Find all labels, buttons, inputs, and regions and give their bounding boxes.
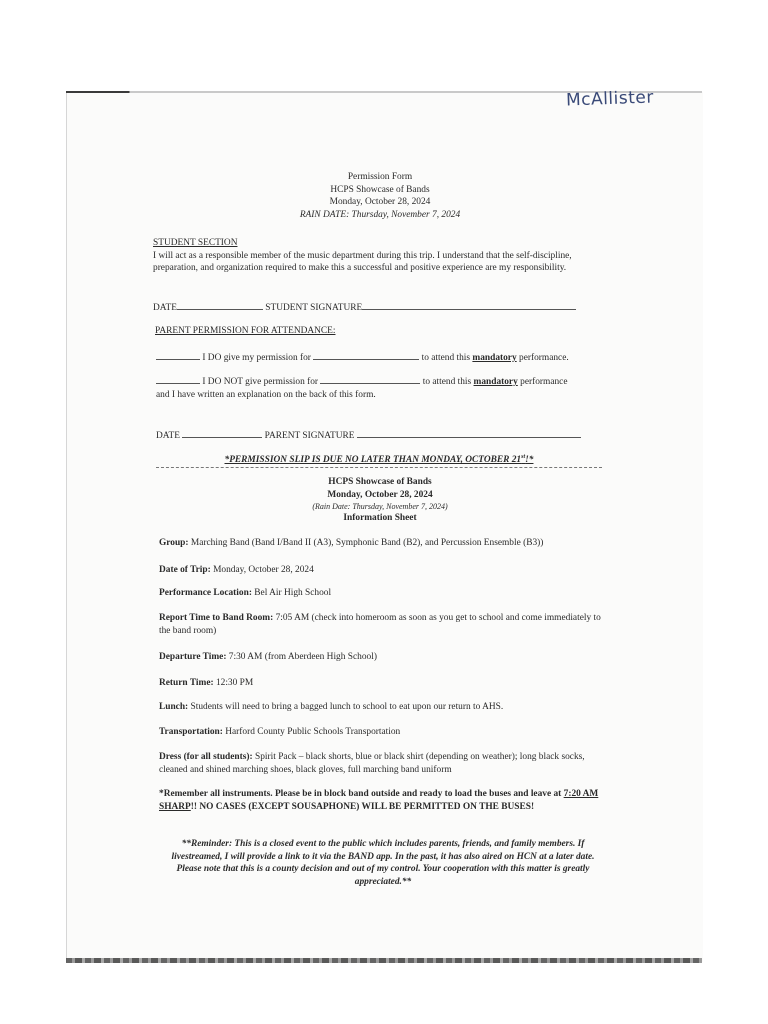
permission-no-block <box>156 374 606 401</box>
report-time-label: Report Time to Band Room: <box>159 613 274 623</box>
info-reminder: **Reminder: This is a closed event to the public which includes parents, friends, and family members. If livestreamed, I will provide a link to it via the BAND app. In the past, it has also aired on HCN at a later date. Please note that this is a county decision and out of my control. Your cooperation with this matter is greatly appreciated.** <box>171 839 595 887</box>
student-signature-line[interactable] <box>362 300 576 310</box>
group-label: Group: <box>159 538 189 548</box>
departure-label: Departure Time: <box>159 652 227 662</box>
remember-time: 7:20 AM SHARP <box>159 789 599 812</box>
info-group <box>159 537 605 550</box>
parent-section-heading: PARENT PERMISSION FOR ATTENDANCE: <box>155 326 336 336</box>
cut-line-divider <box>156 467 602 468</box>
transportation-value: Harford County Public Schools Transportation <box>225 727 401 737</box>
remember-text-a: *Remember all instruments. Please be in block band outside and ready to load the buses and leave at <box>159 789 562 799</box>
info-rain-date: (Rain Date: Thursday, November 7, 2024) <box>312 502 448 511</box>
info-report-time <box>159 612 605 637</box>
permission-no-student-line[interactable] <box>320 374 420 384</box>
parent-signature-row <box>156 428 581 443</box>
lunch-value: Students will need to bring a bagged lunch to school to eat upon our return to AHS. <box>190 702 504 712</box>
parent-signature-line[interactable] <box>357 428 581 438</box>
return-value: 12:30 PM <box>215 678 254 688</box>
document-page <box>66 92 703 962</box>
report-time-value: 7:05 AM (check into homeroom as soon as you get to school and come immediately to the band room) <box>159 613 601 636</box>
return-label: Return Time: <box>159 678 214 688</box>
permission-no-text-2: to attend this <box>422 377 472 387</box>
info-title-1: HCPS Showcase of Bands <box>328 477 432 487</box>
parent-date-line[interactable] <box>182 428 262 438</box>
info-sheet-header <box>230 476 530 525</box>
form-header <box>230 171 530 221</box>
page-bottom-edge <box>66 958 702 963</box>
student-date-label: DATE <box>153 303 177 313</box>
group-value: Marching Band (Band I/Band II (A3), Symphonic Band (B2), and Percussion Ensemble (B3)) <box>190 538 544 548</box>
date-of-trip-label: Date of Trip: <box>159 565 211 575</box>
permission-yes-mandatory: mandatory <box>472 353 517 363</box>
due-notice-sup: st <box>521 454 526 460</box>
due-notice-end: !* <box>525 455 534 466</box>
permission-yes-text: I DO give my permission for <box>202 353 311 363</box>
student-signature-label: STUDENT SIGNATURE <box>265 303 363 313</box>
parent-signature-label: PARENT SIGNATURE <box>264 431 355 441</box>
info-transportation <box>159 726 605 739</box>
info-dress <box>159 751 605 776</box>
location-value: Bel Air High School <box>254 588 332 598</box>
departure-value: 7:30 AM (from Aberdeen High School) <box>228 652 377 662</box>
info-location <box>159 587 605 600</box>
transportation-label: Transportation: <box>159 727 223 737</box>
student-signature-row <box>153 300 576 315</box>
student-section <box>153 237 603 275</box>
student-section-body: I will act as a responsible member of the music department during this trip. I understand that the self-discipline, preparation, and organization required to make this a successful and positive experience are my responsibility. <box>153 250 572 273</box>
permission-no-text: I DO NOT give permission for <box>202 377 319 387</box>
header-line-3: Monday, October 28, 2024 <box>329 197 431 207</box>
student-date-line[interactable] <box>177 300 263 310</box>
permission-yes-text-2: to attend this <box>421 353 471 363</box>
date-of-trip-value: Monday, October 28, 2024 <box>213 565 314 575</box>
permission-no-mandatory: mandatory <box>473 377 518 387</box>
info-date <box>159 564 605 577</box>
remember-text-b: !! NO CASES (EXCEPT SOUSAPHONE) WILL BE PERMITTED ON THE BUSES! <box>190 801 535 812</box>
header-rain-date: RAIN DATE: Thursday, November 7, 2024 <box>299 209 461 220</box>
permission-no-check-line[interactable] <box>156 374 200 384</box>
permission-yes-check-line[interactable] <box>156 350 200 360</box>
student-section-heading: STUDENT SECTION <box>153 238 238 248</box>
dress-label: Dress (for all students): <box>159 752 253 762</box>
dress-value: Spirit Pack – black shorts, blue or black shirt (depending on weather); long black socks, cleaned and shined marching shoes, black gloves, full marching band uniform <box>159 752 585 775</box>
handwritten-name: McAllister <box>565 87 655 111</box>
info-departure <box>159 651 605 664</box>
permission-yes-row <box>156 350 569 365</box>
permission-yes-text-3: performance. <box>519 353 569 363</box>
info-title-2: Monday, October 28, 2024 <box>327 489 433 500</box>
due-notice <box>156 451 602 467</box>
permission-no-text-3: performance <box>520 377 568 387</box>
location-label: Performance Location: <box>159 588 252 598</box>
permission-no-explanation: and I have written an explanation on the back of this form. <box>156 389 376 400</box>
lunch-label: Lunch: <box>159 702 189 712</box>
info-title-3: Information Sheet <box>343 513 417 523</box>
parent-date-label: DATE <box>156 431 180 441</box>
header-line-2: HCPS Showcase of Bands <box>330 184 430 195</box>
info-return <box>159 677 605 690</box>
permission-yes-student-line[interactable] <box>313 350 419 360</box>
info-remember <box>159 788 605 813</box>
info-lunch <box>159 701 605 714</box>
header-line-1: Permission Form <box>347 172 413 182</box>
due-notice-text: *PERMISSION SLIP IS DUE NO LATER THAN MONDAY, OCTOBER 21 <box>224 455 522 466</box>
